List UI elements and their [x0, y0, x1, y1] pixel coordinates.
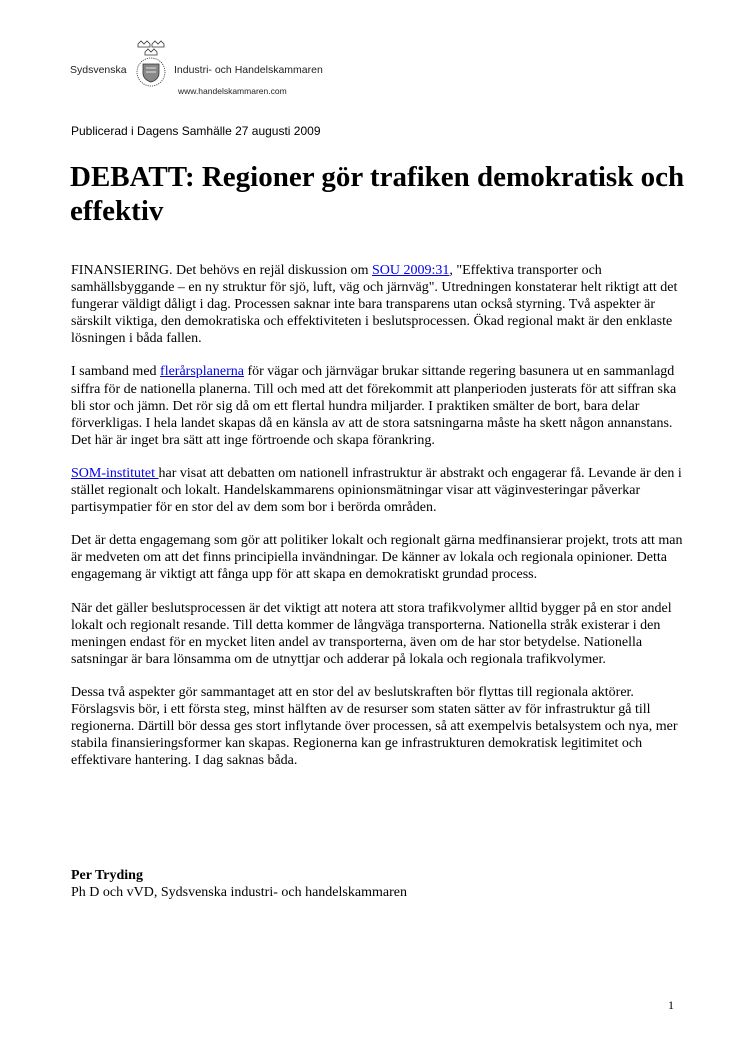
- org-name-left: Sydsvenska: [70, 64, 127, 76]
- som-institutet-link[interactable]: SOM-institutet: [71, 465, 159, 481]
- paragraph-text: , "Effektiva transporter och samhällsbyggande – en ny struktur för sjö, luft, väg och järnväg". Utredningen konstaterar helt riktigt att det fungerar väldigt dåligt i dag. Processen saknar inte bara transparens utan också styrning. Två aspekter är särskilt viktiga, den demokratiska och effektiviteten i beslutsprocessen. Ökad regional makt är den enklaste lösningen i båda fallen.: [71, 263, 678, 347]
- author-name: Per Tryding: [71, 868, 143, 883]
- letterhead: [70, 40, 370, 100]
- publication-note: Publicerad i Dagens Samhälle 27 augusti 2009: [71, 124, 321, 138]
- flerarsplanerna-link[interactable]: flerårsplanerna: [160, 364, 244, 380]
- sou-link[interactable]: SOU 2009:31: [371, 263, 450, 278]
- org-name-right: Industri- och Handelskammaren: [174, 64, 323, 76]
- chamber-seal-logo: [132, 40, 170, 90]
- paragraph-5: När det gäller beslutsprocessen är det viktigt att notera att stora trafikvolymer alltid bygger på en stor andel lokalt och regionalt resande. Till detta kommer de långväga transporterna. Nationella stråk existerar i den meningen endast för en mycket liten andel av transporterna, även om de har stor betydelse. Nationella satsningar är bara lönsamma om de utnyttjar och adderar på lokala och regionala trafikvolymer.: [71, 600, 672, 667]
- paragraph-text: FINANSIERING. Det behövs en rejäl diskussion om: [71, 263, 372, 278]
- paragraph-2: [71, 363, 689, 448]
- website-url[interactable]: www.handelskammaren.com: [178, 86, 287, 96]
- paragraph-3: [71, 465, 689, 516]
- paragraph-1: [71, 262, 689, 347]
- page-number: 1: [668, 998, 674, 1012]
- signature-block: [71, 867, 407, 901]
- paragraph-text: I samband med: [71, 364, 161, 380]
- article-title: DEBATT: Regioner gör trafiken demokratisk och effektiv: [70, 161, 685, 227]
- article-body: [71, 262, 689, 785]
- paragraph-text: för vägar och järnvägar brukar sittande regering basunera ut en sammanlagd siffra för de nationella planerna. Till och med att det förekommit att planperioden justerats för att siffran ska bli stor och jämn. Det rör sig då om ett flertal hundra miljarder. I praktiken smälter de bort, bara delar förverkligas. I hela landet skapas då en känsla av att de stora satsningarna måste ha skett någon annanstans. Det här är inget bra sätt att inge förtroende och skapa förankring.: [71, 364, 677, 448]
- paragraph-6: Dessa två aspekter gör sammantaget att en stor del av beslutskraften bör flyttas till regionala aktörer. Förslagsvis bör, i ett första steg, minst hälften av de resurser som staten sätter av för infrastruktur gå till regionerna. Därtill bör dessa ges stort inflytande över processen, så att exempelvis betalsystem och nya, mer stabila finansieringsformer kan skapas. Regionerna kan ge infrastrukturen demokratisk legitimitet och effektivare hantering. I dag saknas båda.: [71, 684, 678, 769]
- paragraph-4: Det är detta engagemang som gör att politiker lokalt och regionalt gärna medfinansierar projekt, trots att man är medveten om att det finns principiella invändningar. De känner av lokala och regionala opinioner. Detta engagemang är viktigt att fånga upp för att skapa en demokratiskt grundad process.: [71, 533, 683, 583]
- paragraph-text: har visat att debatten om nationell infrastruktur är abstrakt och engagerar få. Levande är den i stället regionalt och lokalt. Handelskammarens opinionsmätningar visar att väginvesteringar påverkar partisympatier för en stor del av dem som bor i berörda områden.: [71, 465, 682, 516]
- author-role: Ph D och vVD, Sydsvenska industri- och handelskammaren: [71, 885, 407, 900]
